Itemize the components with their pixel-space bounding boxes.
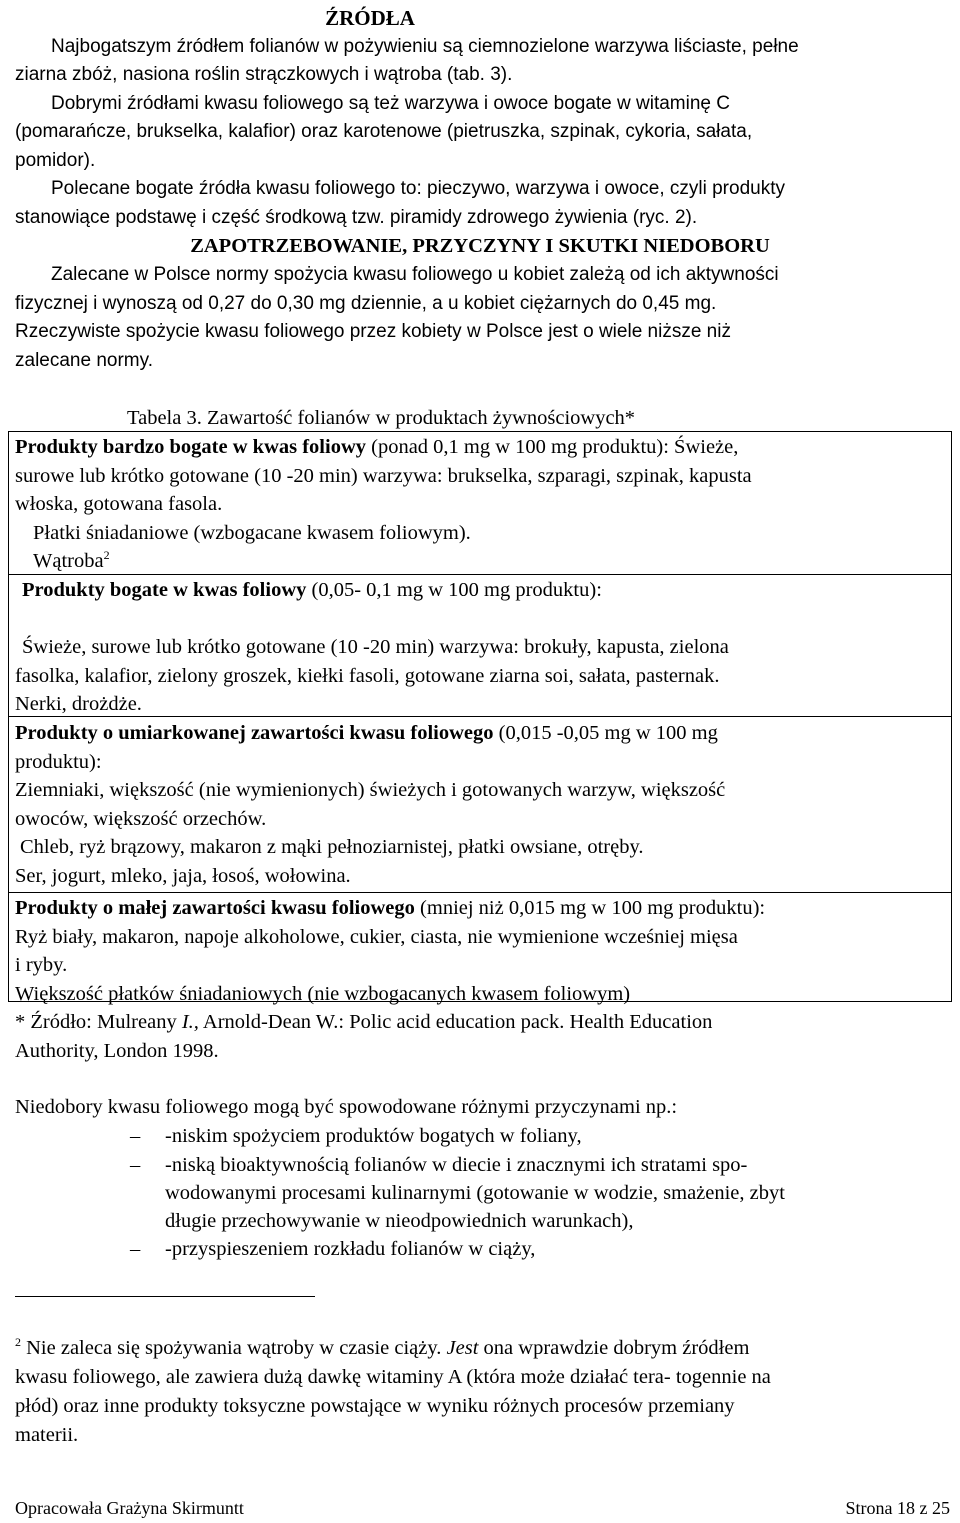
footnote-rest: ona wprawdzie dobrym źródłem — [478, 1337, 750, 1359]
footnote-separator — [15, 1296, 315, 1297]
low-line-2: i ryby. — [15, 954, 68, 976]
rich-line-1: Świeże, surowe lub krótko gotowane (10 -20 min) warzywa: brokuły, kapusta, zielona — [22, 636, 729, 658]
footnote-start: Nie zaleca się spożywania wątroby w czasie ciąży. — [21, 1337, 447, 1359]
very-rich-line-3: Płatki śniadaniowe (wzbogacane kwasem foliowym). — [33, 521, 471, 544]
moderate-line-4: Chleb, ryż brązowy, makaron z mąki pełnoziarnistej, płatki owsiane, otręby. — [20, 836, 644, 858]
table-caption-text: Tabela 3. Zawartość folianów w produktach żywnościowych* — [127, 407, 636, 429]
low-line-3: Większość płatków śniadaniowych (nie wzbogacanych kwasem foliowym) — [15, 982, 631, 1005]
moderate-line-2: Ziemniaki, większość (nie wymienionych) świeżych i gotowanych warzyw, większość — [15, 779, 726, 801]
footnote-line-4: materii. — [15, 1424, 79, 1446]
cause-item-2-line-1: -niską bioaktywnością folianów w diecie i znacznymi ich stratami spo- — [165, 1154, 748, 1176]
rich-line-2: fasolka, kalafior, zielony groszek, kiełki fasoli, gotowane ziarna soi, sałata, pasternak. — [15, 664, 720, 687]
cause-item-2-line-3: długie przechowywanie w nieodpowiednich warunkach), — [165, 1210, 634, 1232]
source-note-italic: I., — [181, 1011, 199, 1033]
table-section-moderate — [15, 719, 945, 890]
table-section-rich — [22, 576, 952, 605]
footnote-line-3: płód) oraz inne produkty toksyczne powstające w wyniku różnych procesów przemiany — [15, 1395, 735, 1417]
source-note-prefix: * Źródło: Mulreany — [15, 1011, 182, 1033]
table-section-very-rich — [15, 433, 945, 576]
cause-item-1-text: -niskim spożyciem produktów bogatych w foliany, — [165, 1125, 582, 1147]
sources-heading: ŹRÓDŁA — [325, 6, 415, 30]
low-title-rest: (mniej niż 0,015 mg w 100 mg produktu): — [414, 897, 766, 919]
footnote-line-2: kwasu foliowego, ale zawiera dużą dawkę witaminy A (która może działać tera- togennie na — [15, 1366, 771, 1388]
very-rich-line-2: włoska, gotowana fasola. — [15, 493, 223, 515]
table-divider-3 — [8, 892, 952, 893]
requirements-line-2: fizycznej i wynoszą od 0,27 do 0,30 mg dziennie, a u kobiet ciężarnych do 0,45 mg. — [15, 292, 717, 314]
cause-item-3-text: -przyspieszeniem rozkładu folianów w ciąży, — [165, 1238, 536, 1260]
footnote-italic: Jest — [446, 1337, 479, 1359]
rich-title-rest: (0,05- 0,1 mg w 100 mg produktu): — [306, 579, 602, 601]
moderate-title: Produkty o umiarkowanej zawartości kwasu foliowego — [15, 722, 494, 744]
sources-paragraph-3-line-2: stanowiące podstawę i część środkową tzw. piramidy zdrowego żywienia (ryc. 2). — [15, 206, 698, 228]
moderate-line-3: owoców, większość orzechów. — [15, 807, 267, 830]
cause-item-2-line-2: wodowanymi procesami kulinarnymi (gotowanie w wodzie, smażenie, zbyt — [165, 1182, 785, 1204]
sources-paragraph-1-line-1: Najbogatszym źródłem folianów w pożywieniu są ciemnozielone warzywa liściaste, pełne — [51, 35, 799, 57]
sources-paragraph-2-line-2: (pomarańcze, brukselka, kalafior) oraz karotenowe (pietruszka, szpinak, cykoria, sałata, — [15, 121, 753, 142]
source-note-rest: Arnold-Dean W.: Polic acid education pack. Health Education — [198, 1011, 713, 1033]
footnote-marker: 2 — [15, 1335, 21, 1350]
footer-page-number: Strona 18 z 25 — [845, 1498, 950, 1518]
sources-paragraph-2-line-1: Dobrymi źródłami kwasu foliowego są też warzywa i owoce bogate w witaminę C — [51, 92, 730, 114]
sources-paragraph-3-line-1: Polecane bogate źródła kwasu foliowego to: pieczywo, warzywa i owoce, czyli produkty — [51, 178, 785, 199]
moderate-line-5: Ser, jogurt, mleko, jaja, łosoś, wołowina. — [15, 864, 351, 887]
dash-icon: – — [130, 1154, 141, 1176]
causes-intro-text: Niedobory kwasu foliowego mogą być spowodowane różnymi przyczynami np.: — [15, 1096, 678, 1118]
very-rich-title: Produkty bardzo bogate w kwas foliowy — [15, 436, 366, 458]
moderate-title-rest: (0,015 -0,05 mg w 100 mg — [493, 722, 718, 744]
dash-icon: – — [130, 1238, 141, 1260]
footnote — [15, 1334, 945, 1450]
dash-icon: – — [130, 1125, 141, 1147]
causes-intro — [15, 1093, 945, 1122]
rich-line-3: Nerki, drożdże. — [15, 693, 142, 715]
requirements-line-1: Zalecane w Polsce normy spożycia kwasu foliowego u kobiet zależą od ich aktywności — [51, 264, 779, 285]
very-rich-title-rest: (ponad 0,1 mg w 100 mg produktu): Świeże, — [366, 436, 739, 458]
sources-section — [15, 4, 945, 261]
table-caption — [127, 404, 927, 433]
source-note-line-2: Authority, London 1998. — [15, 1039, 219, 1062]
requirements-section — [15, 261, 945, 375]
footer-author: Opracowała Grażyna Skirmuntt — [15, 1498, 244, 1518]
moderate-line-1: produktu): — [15, 750, 102, 773]
low-title: Produkty o małej zawartości kwasu foliowego — [15, 897, 415, 919]
sources-paragraph-2-line-3: pomidor). — [15, 149, 96, 171]
table-section-low — [15, 894, 945, 1008]
very-rich-line-1: surowe lub krótko gotowane (10 -20 min) warzywa: brukselka, szparagi, szpinak, kapusta — [15, 464, 752, 487]
rich-title: Produkty bogate w kwas foliowy — [22, 579, 307, 601]
very-rich-line-4: Wątroba — [33, 550, 104, 572]
footnote-ref: 2 — [103, 548, 110, 563]
requirements-line-4: zalecane normy. — [15, 349, 153, 371]
table-source-note — [15, 1008, 945, 1065]
low-line-1: Ryż biały, makaron, napoje alkoholowe, cukier, ciasta, nie wymienione wcześniej mięsa — [15, 925, 738, 948]
requirements-line-3: Rzeczywiste spożycie kwasu foliowego przez kobiety w Polsce jest o wiele niższe niż — [15, 321, 731, 342]
table-section-rich-body — [15, 633, 945, 719]
requirements-heading: ZAPOTRZEBOWANIE, PRZYCZYNY I SKUTKI NIEDOBORU — [190, 235, 770, 257]
sources-paragraph-1-line-2: ziarna zbóż, nasiona roślin strączkowych i wątroba (tab. 3). — [15, 64, 513, 85]
